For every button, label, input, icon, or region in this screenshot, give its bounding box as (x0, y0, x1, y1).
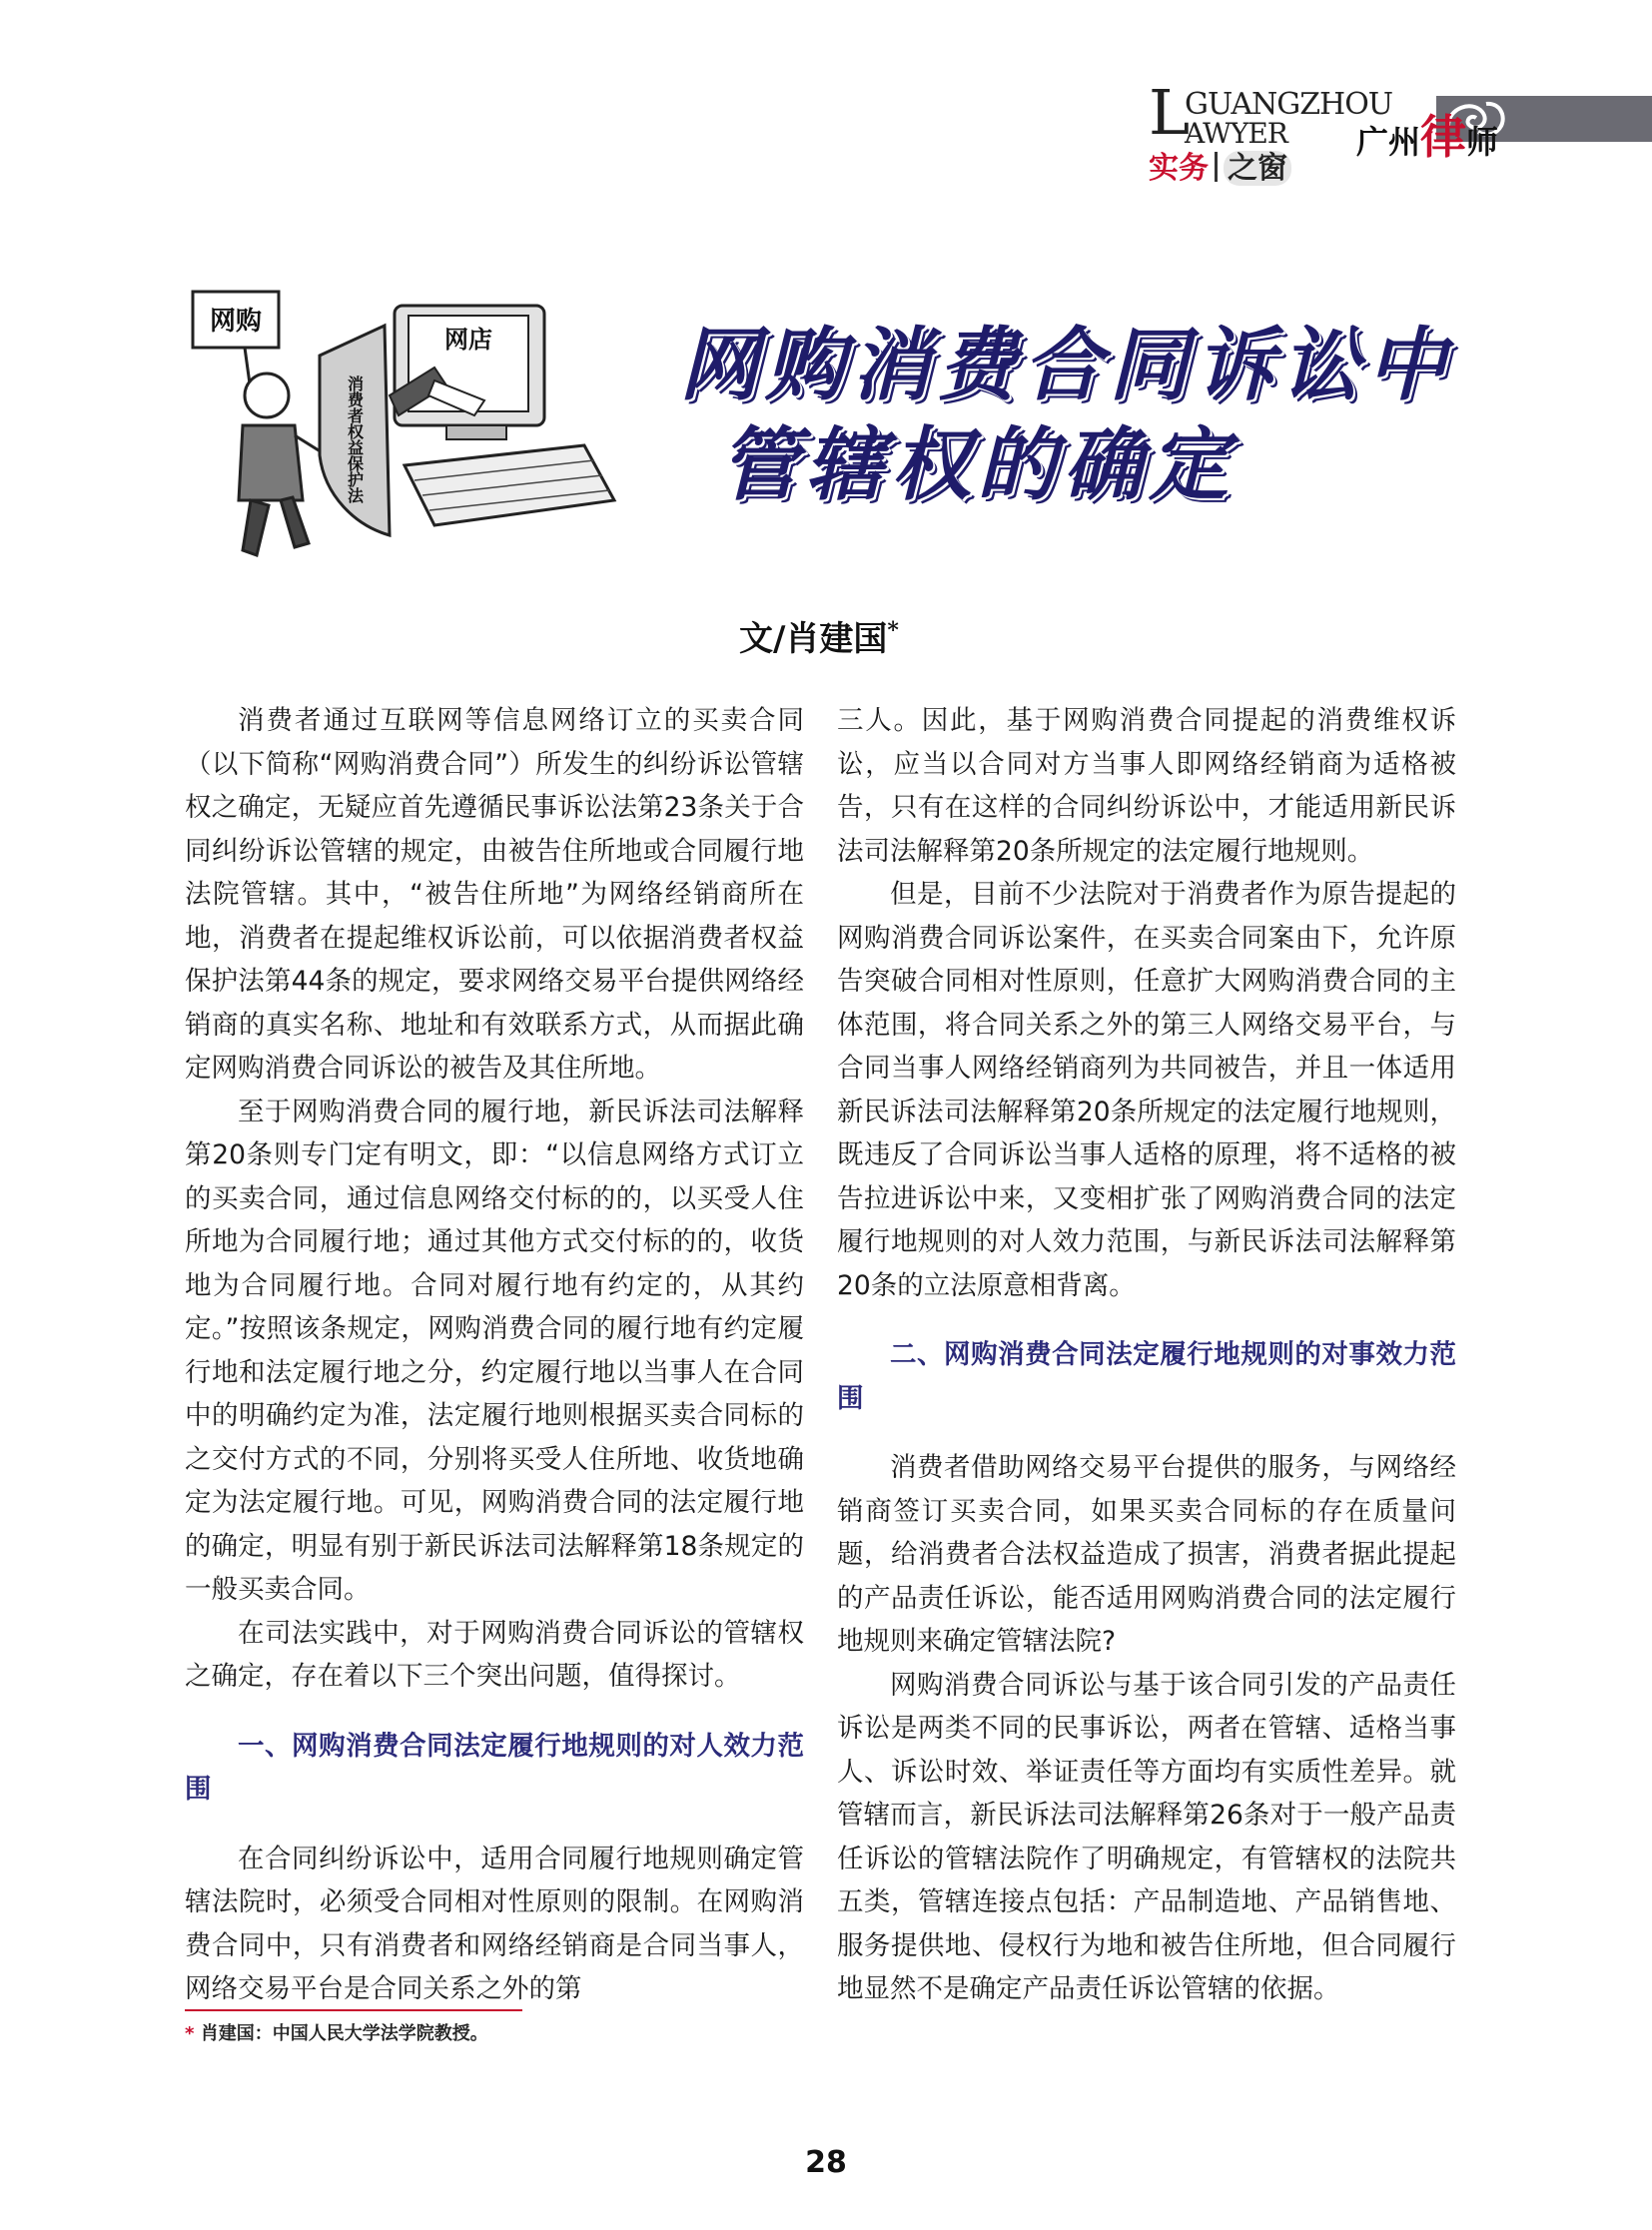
article-title-line1: 网购消费合同诉讼中 (679, 319, 1452, 411)
paragraph: 消费者通过互联网等信息网络订立的买卖合同（以下简称“网购消费合同”）所发生的纠纷诉讼管辖权之确定，无疑应首先遵循民事诉讼法第23条关于合同纠纷诉讼管辖的规定，由被告住所地或合同履行地法院管辖。其中，“被告住所地”为网络经销商所在地，消费者在提起维权诉讼前，可以依据消费者权益保护法第44条的规定，要求网络交易平台提供网络经销商的真实名称、地址和有效联系方式，从而据此确定网购消费合同诉讼的被告及其住所地。 (185, 705, 804, 1084)
section-heading-1: 一、网购消费合同法定履行地规则的对人效力范围 (185, 1730, 804, 1805)
paragraph: 在合同纠纷诉讼中，适用合同履行地规则确定管辖法院时，必须受合同相对性原则的限制。在网购消费合同中，只有消费者和网络经销商是合同当事人，网络交易平台是合同关系之外的第 (185, 1843, 804, 2004)
page-number: 28 (805, 2145, 847, 2180)
article-title-line2: 管辖权的确定 (719, 418, 1235, 511)
byline (739, 611, 899, 660)
section-label-part1: 实务 (1149, 151, 1209, 186)
footnote-rule (185, 2009, 522, 2011)
masthead-l-letter: L (1149, 76, 1191, 149)
masthead-cn-name (1356, 110, 1499, 164)
article-title (679, 316, 1578, 515)
paragraph: 三人。因此，基于网购消费合同提起的消费维权诉讼，应当以合同对方当事人即网络经销商为适格被告，只有在这样的合同纠纷诉讼中，才能适用新民诉法司法解释第20条所规定的法定履行地规则。 (837, 705, 1456, 867)
byline-text: 文/肖建国 (739, 619, 888, 659)
footnote (185, 2019, 488, 2045)
section-label-part2: 之窗 (1224, 151, 1291, 186)
paragraph: 但是，目前不少法院对于消费者作为原告提起的网购消费合同诉讼案件，在买卖合同案由下，允许原告突破合同相对性原则，任意扩大网购消费合同的主体范围，将合同关系之外的第三人网络交易平台，与合同当事人网络经销商列为共同被告，并且一体适用新民诉法司法解释第20条所规定的法定履行地规则，既违反了合同诉讼当事人适格的原理，将不适格的被告拉进诉讼中来，又变相扩张了网购消费合同的法定履行地规则的对人效力范围，与新民诉法司法解释第20条的立法原意相背离。 (837, 879, 1456, 1301)
paragraph: 消费者借助网络交易平台提供的服务，与网络经销商签订买卖合同，如果买卖合同标的存在质量问题，给消费者合法权益造成了损害，消费者据此提起的产品责任诉讼，能否适用网购消费合同的法定履行地规则来确定管辖法院? (837, 1452, 1456, 1657)
sign-label: 网购 (209, 307, 263, 337)
section-heading-2: 二、网购消费合同法定履行地规则的对事效力范围 (837, 1339, 1456, 1414)
monitor-label: 网店 (444, 326, 492, 354)
masthead-cn-lu: 律 (1420, 110, 1467, 164)
masthead-cn-prefix: 广州 (1356, 123, 1421, 161)
byline-mark: * (887, 617, 899, 644)
section-divider (1215, 152, 1218, 182)
shield-text: 消费者权益保护法 (345, 375, 365, 503)
masthead-cn-suffix: 师 (1466, 123, 1499, 161)
footnote-text: 肖建国：中国人民大学法学院教授。 (200, 2023, 488, 2044)
section-label (1149, 152, 1291, 184)
footnote-mark: * (185, 2023, 195, 2044)
masthead-lawyer: AWYER (1185, 117, 1287, 150)
paragraph: 在司法实践中，对于网购消费合同诉讼的管辖权之确定，存在着以下三个突出问题，值得探讨。 (185, 1617, 804, 1692)
masthead-guangzhou: GUANGZHOU (1185, 87, 1393, 122)
article-illustration (185, 286, 634, 575)
left-column (185, 699, 804, 2011)
right-column (837, 699, 1456, 2011)
masthead (1139, 76, 1652, 198)
paragraph: 至于网购消费合同的履行地，新民诉法司法解释第20条则专门定有明文，即：“以信息网络方式订立的买卖合同，通过信息网络交付标的的，以买受人住所地为合同履行地；通过其他方式交付标的的，收货地为合同履行地。合同对履行地有约定的，从其约定。”按照该条规定，网购消费合同的履行地有约定履行地和法定履行地之分，约定履行地以当事人在合同中的明确约定为准，法定履行地则根据买卖合同标的之交付方式的不同，分别将买受人住所地、收货地确定为法定履行地。可见，网购消费合同的法定履行地的确定，明显有别于新民诉法司法解释第18条规定的一般买卖合同。 (185, 1096, 804, 1605)
paragraph: 网购消费合同诉讼与基于该合同引发的产品责任诉讼是两类不同的民事诉讼，两者在管辖、适格当事人、诉讼时效、举证责任等方面均有实质性差异。就管辖而言，新民诉法司法解释第26条对于一般产品责任诉讼的管辖法院作了明确规定，有管辖权的法院共五类，管辖连接点包括：产品制造地、产品销售地、服务提供地、侵权行为地和被告住所地，但合同履行地显然不是确定产品责任诉讼管辖的依据。 (837, 1669, 1456, 2004)
